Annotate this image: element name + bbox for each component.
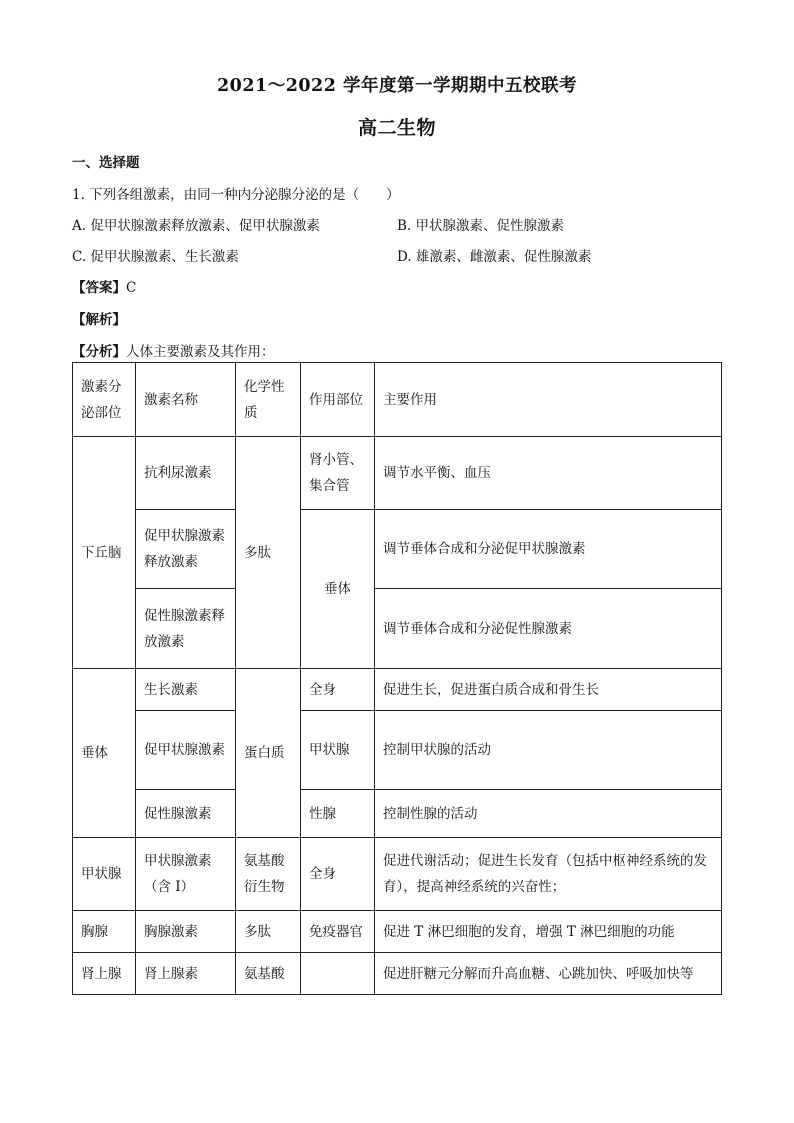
- section-heading: 一、选择题: [72, 155, 140, 171]
- header-cell: 激素名称: [136, 363, 236, 437]
- answer-value: C: [126, 280, 137, 296]
- table-cell: 促进生长，促进蛋白质合成和骨生长: [375, 669, 722, 711]
- table-cell: 肾小管、集合管: [301, 437, 375, 510]
- table-cell: 肾上腺: [73, 953, 136, 995]
- header-cell: 化学性质: [236, 363, 301, 437]
- table-row: [73, 669, 722, 711]
- table-cell: 调节垂体合成和分泌促甲状腺激素: [375, 510, 722, 589]
- table-cell: 免疫器官: [301, 911, 375, 953]
- table-cell: 促进 T 淋巴细胞的发育，增强 T 淋巴细胞的功能: [375, 911, 722, 953]
- option-d: D. 雄激素、雌激素、促性腺激素: [397, 249, 592, 265]
- table-cell: 全身: [301, 669, 375, 711]
- header-cell: 作用部位: [301, 363, 375, 437]
- hormone-table: [72, 362, 722, 995]
- table-row: [73, 911, 722, 953]
- answer-line: [72, 276, 136, 296]
- header-cell: 主要作用: [375, 363, 722, 437]
- table-cell: 调节垂体合成和分泌促性腺激素: [375, 589, 722, 669]
- table-cell: 促甲状腺激素: [136, 711, 236, 790]
- table-cell: 甲状腺: [301, 711, 375, 790]
- table-cell: 全身: [301, 838, 375, 911]
- table-cell: 促进肝糖元分解而升高血糖、心跳加快、呼吸加快等: [375, 953, 722, 995]
- table-cell: 促甲状腺激素释放激素: [136, 510, 236, 589]
- document-title: 2021～2022 学年度第一学期期中五校联考: [216, 76, 577, 96]
- table-cell: 抗利尿激素: [136, 437, 236, 510]
- table-cell: 性腺: [301, 790, 375, 838]
- table-cell: 氨基酸衍生物: [236, 838, 301, 911]
- table-cell: 氨基酸: [236, 953, 301, 995]
- table-cell: 胸腺激素: [136, 911, 236, 953]
- question-stem: 1. 下列各组激素，由同一种内分泌腺分泌的是（ ）: [72, 187, 400, 203]
- table-row: [73, 589, 722, 669]
- table-cell: 控制性腺的活动: [375, 790, 722, 838]
- table-row: [73, 711, 722, 790]
- table-header-row: [73, 363, 722, 437]
- table-cell: [301, 953, 375, 995]
- table-row: [73, 790, 722, 838]
- table-cell: 蛋白质: [236, 669, 301, 838]
- table-cell: 下丘脑: [73, 437, 136, 669]
- table-row: [73, 437, 722, 510]
- table-cell: 促性腺激素释放激素: [136, 589, 236, 669]
- table-cell: 促性腺激素: [136, 790, 236, 838]
- option-c: C. 促甲状腺激素、生长激素: [72, 249, 239, 265]
- document-subtitle: 高二生物: [357, 117, 436, 139]
- table-cell: 甲状腺: [73, 838, 136, 911]
- table-cell: 多肽: [236, 437, 301, 669]
- analysis-label: 【解析】: [72, 312, 126, 328]
- table-row: [73, 510, 722, 589]
- table-cell: 促进代谢活动；促进生长发育（包括中枢神经系统的发育），提高神经系统的兴奋性；: [375, 838, 722, 911]
- table-cell: 生长激素: [136, 669, 236, 711]
- analysis-sublabel: 【分析】: [72, 344, 126, 360]
- table-cell: 胸腺: [73, 911, 136, 953]
- table-row: [73, 953, 722, 995]
- table-cell: 调节水平衡、血压: [375, 437, 722, 510]
- table-row: [73, 838, 722, 911]
- table-cell: 控制甲状腺的活动: [375, 711, 722, 790]
- header-cell: 激素分泌部位: [73, 363, 136, 437]
- answer-label: 【答案】: [72, 280, 126, 296]
- table-cell: 垂体: [301, 510, 375, 669]
- analysis-line: [72, 340, 275, 360]
- analysis-text: 人体主要激素及其作用：: [126, 344, 275, 360]
- option-b: B. 甲状腺激素、促性腺激素: [397, 218, 565, 234]
- table-cell: 垂体: [73, 669, 136, 838]
- table-cell: 甲状腺激素（含 I）: [136, 838, 236, 911]
- table-cell: 多肽: [236, 911, 301, 953]
- option-a: A. 促甲状腺激素释放激素、促甲状腺激素: [72, 218, 320, 234]
- table-cell: 肾上腺素: [136, 953, 236, 995]
